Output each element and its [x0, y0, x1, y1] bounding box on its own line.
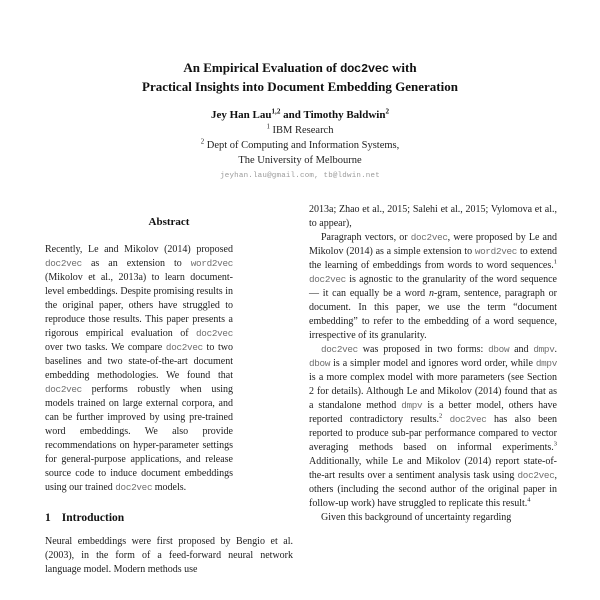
paragraph: Neural embeddings were first proposed by Bengio et al. (2003), in the form of a feed-forward neural network language model. Modern methods use: [45, 536, 293, 575]
paragraph: Given this background of uncertainty regarding: [321, 512, 512, 523]
affiliation-line-3: The University of Melbourne: [238, 155, 362, 166]
section-heading-introduction: [45, 511, 293, 525]
left-column-paragraphs: [45, 535, 293, 577]
abstract-text: Recently, Le and Mikolov (2014) proposed doc2vec as an extension to word2vec (Mikolov et al., 2013a) to learn document-level embeddings. Despite promising results in the original paper, others have struggled to reproduce those results. This paper presents a rigorous empirical evaluation of doc2vec over two tasks. We compare doc2vec to two baselines and two state-of-the-art document embedding methodologies. We found that doc2vec performs robustly when using models trained on large external corpora, and can be further improved by using pre-trained word embeddings. We also provide recommendations on hyper-parameter settings for general-purpose applications, and release source code to induce document embeddings using our trained doc2vec models.: [45, 244, 233, 493]
paragraph: Paragraph vectors, or doc2vec, were proposed by Le and Mikolov (2014) as a simple extension to word2vec to extend the learning of embeddings from words to word sequences.$^1$ doc2vec is agnostic to the granularity of the word sequence — it can equally be a word n-gram, sentence, paragraph or document. In this paper, we use the term “document embedding” to refer to the embedding of a word sequence, irrespective of its granularity.: [309, 232, 558, 341]
affiliation-line-1: $^1$ IBM Research: [266, 123, 334, 136]
section-number: 1: [45, 512, 51, 524]
left-column: [45, 203, 293, 577]
paper-title-line-1: An Empirical Evaluation of doc2vec with: [183, 60, 417, 76]
right-column-paragraphs: [309, 203, 557, 525]
paragraph: 2013a; Zhao et al., 2015; Salehi et al., 2015; Vylomova et al., to appear),: [309, 204, 557, 229]
right-column: [309, 203, 557, 577]
section-title: Introduction: [61, 512, 125, 524]
author-emails: jeyhan.lau@gmail.com, tb@ldwin.net: [220, 172, 380, 180]
affiliation-line-2: $^2$ Dept of Computing and Information Systems,: [200, 138, 400, 151]
abstract-heading: Abstract: [148, 216, 190, 228]
paper-title-line-2: Practical Insights into Document Embedding Generation: [142, 79, 458, 94]
author-line: Jey Han Lau$^{1,2}$ and Timothy Baldwin$^2$: [210, 107, 390, 121]
two-column-body: [45, 203, 557, 577]
paper-title: [0, 59, 600, 95]
paragraph: doc2vec was proposed in two forms: dbow and dmpv. dbow is a simpler model and ignores word order, while dmpv is a more complex model with more parameters (see Section 2 for details). Although Le and Mikolov (2014) found that as a standalone method dmpv is a better model, others have reported contradictory results.$^2$ doc2vec has also been reported to produce sub-par performance compared to vector averaging methods based on informal experiments.$^3$ Additionally, while Le and Mikolov (2014) report state-of-the-art results over a sentiment analysis task using doc2vec, others (including the second author of the original paper in follow-up work) have struggled to replicate this result.$^4$: [309, 344, 558, 509]
paper-header: [0, 0, 600, 180]
